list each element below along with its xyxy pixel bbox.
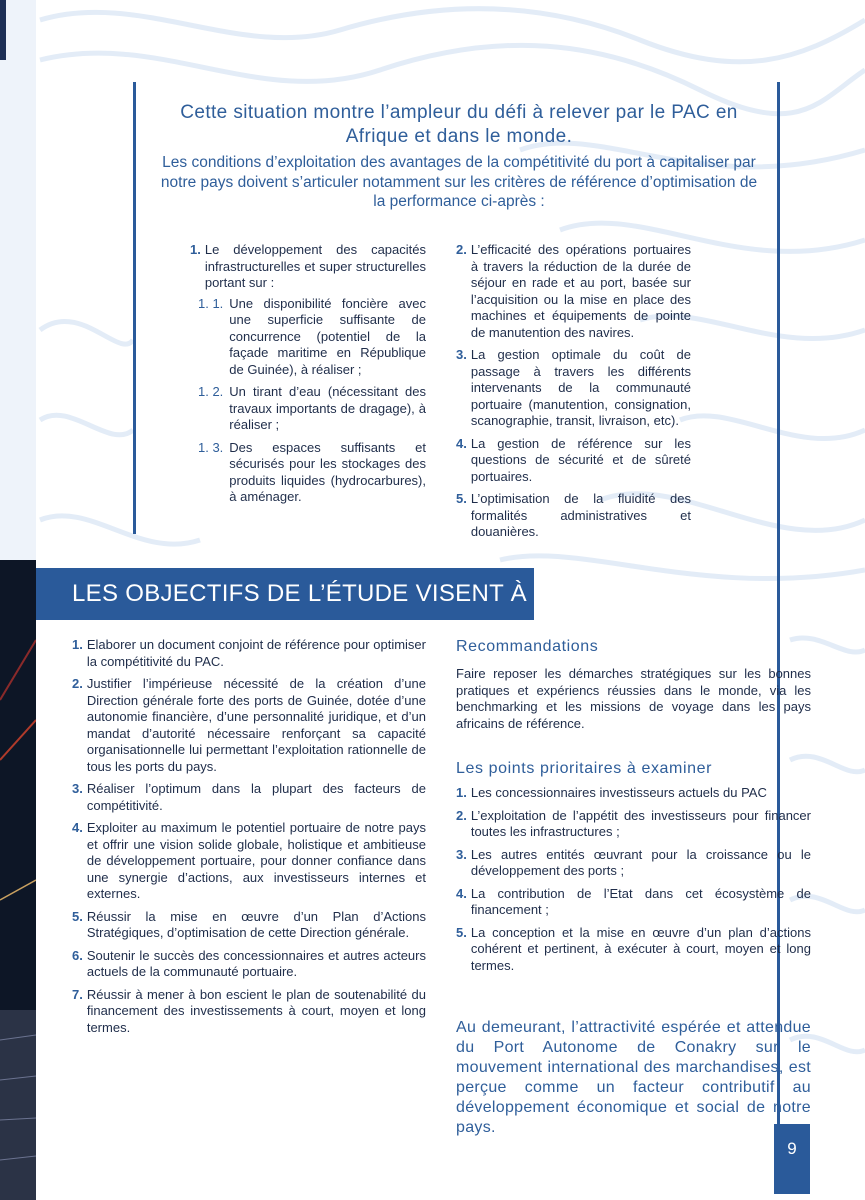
priority-item: 3. Les autres entités œuvrant pour la croissance ou le développement des ports ;: [456, 846, 811, 878]
intro-subtitle: Les conditions d’exploitation des avantages de la compétitivité du port à capitaliser par notre pays doivent s’articuler notamment sur les critères de référence d’optimisation de la performance ci-après :: [160, 154, 758, 210]
priorities-list: [456, 785, 811, 974]
objective-item: 4. Exploiter au maximum le potentiel portuaire de notre pays et offrir une vision solide globale, holistique et ambitieuse de développement portuaire, pour donner confiance dans une synergie d’actions, aux investisseurs internes et externes.: [72, 820, 426, 901]
criteria-subitem-1-2: 1. 2. Un tirant d’eau (nécessitant des travaux importants de dragage), à réaliser ;: [198, 384, 426, 432]
objective-item: 2. Justifier l’impérieuse nécessité de la création d’une Direction générale forte des ports de Guinée, dotée d’une autonomie financière, d’une personnalité juridique, et d’un mandat d’autorité nécessaire renforçant sa capacité organisationnelle lui permettant l’exploitation rationnelle de tous les ports du pays.: [72, 676, 426, 774]
criteria-right-column: [456, 242, 691, 541]
criteria-item-2: 2. L’efficacité des opérations portuaires à travers la réduction de la durée de séjour en rade et au port, basée sur l’acquisition ou la mise en place des machines et équipements de pointe de manutention des navires.: [456, 242, 691, 340]
criteria-left-column: [190, 242, 426, 506]
intro-title: Cette situation montre l’ampleur du défi à relever par le PAC en Afrique et dans le monde.: [180, 102, 738, 147]
criteria-subitem-1-3: 1. 3. Des espaces suffisants et sécurisés pour les stockages des produits liquides (hydrocarbures), à aménager.: [198, 439, 426, 504]
objective-item: 7. Réussir à mener à bon escient le plan de soutenabilité du financement des investissements à court, moyen et long termes.: [72, 986, 426, 1035]
objective-item: 3. Réaliser l’optimum dans la plupart des facteurs de compétitivité.: [72, 781, 426, 813]
left-vertical-rule: [133, 82, 136, 534]
priority-item: 1. Les concessionnaires investisseurs actuels du PAC: [456, 785, 767, 800]
objective-item: 6. Soutenir le succès des concessionnaires et autres acteurs actuels de la communauté portuaire.: [72, 947, 426, 979]
closing-paragraph: Au demeurant, l’attractivité espérée et attendue du Port Autonome de Conakry sur le mouvement international des marchandises, est perçue comme un facteur contributif au développement économique et social de notre pays.: [456, 1019, 811, 1136]
priorities-heading: Les points prioritaires à examiner: [456, 760, 713, 777]
priority-item: 2. L’exploitation de l’appétit des investisseurs pour financer toutes les infrastructures ;: [456, 807, 811, 839]
criteria-item-4: 4. La gestion de référence sur les questions de sécurité et de sûreté portuaires.: [456, 435, 691, 484]
left-photo-strip: [0, 0, 36, 1200]
recommandations-text: Faire reposer les démarches stratégiques sur les bonnes pratiques et expériencs réussies dans le monde, via les benchmarking et les missions de voyage dans les pays africains de référence.: [456, 666, 811, 731]
criteria-item-1: 1. Le développement des capacités infrastructurelles et super structurelles portant sur :: [190, 242, 426, 290]
priority-item: 4. La contribution de l’Etat dans cet écosystème de financement ;: [456, 885, 811, 917]
criteria-subitem-1-1: 1. 1. Une disponibilité foncière avec une superficie suffisante de concurrence (potentiel de la façade maritime en République de Guinée), à réaliser ;: [198, 295, 426, 377]
objective-item: 5. Réussir la mise en œuvre d’un Plan d’Actions Stratégiques, d’optimisation de cette Direction générale.: [72, 908, 426, 940]
objectives-banner-title: LES OBJECTIFS DE L’ÉTUDE VISENT À :: [72, 580, 541, 607]
recommendations-column: [456, 637, 811, 974]
criteria-item-3: 3. La gestion optimale du coût de passage à travers les différents intervenants de la communauté portuaire (manutention, consignation, scanographie, transit, livraison, etc).: [456, 347, 691, 428]
page-number: 9: [787, 1139, 797, 1158]
criteria-item-5: 5. L’optimisation de la fluidité des formalités administratives et douanières.: [456, 491, 691, 539]
objectives-list: [72, 637, 426, 1042]
priority-item: 5. La conception et la mise en œuvre d’un plan d’actions cohérent et pertinent, à exécuter à court, moyen et long termes.: [456, 924, 811, 973]
objective-item: 1. Elaborer un document conjoint de référence pour optimiser la compétitivité du PAC.: [72, 637, 426, 669]
recommandations-heading: Recommandations: [456, 638, 599, 655]
